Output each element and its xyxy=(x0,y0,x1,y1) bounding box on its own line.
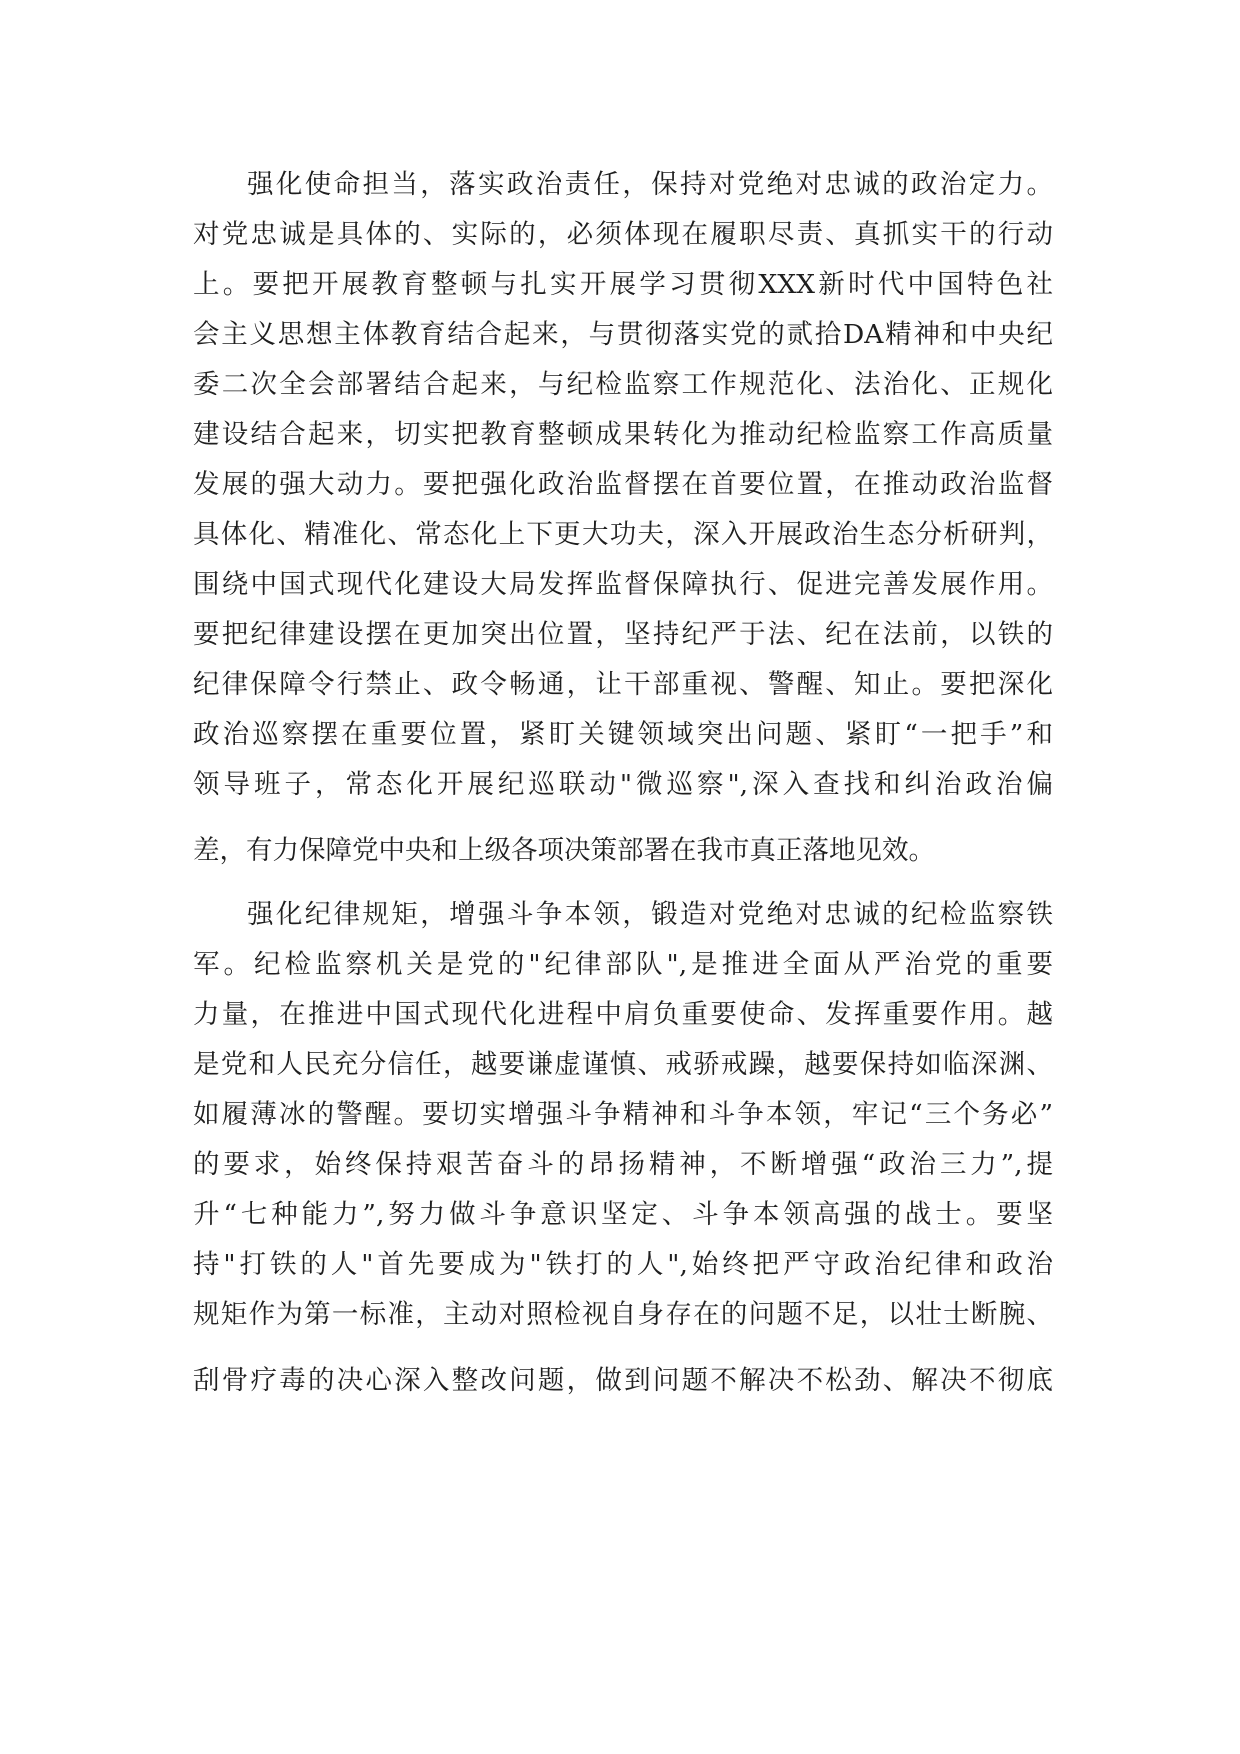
paragraph-1-line-6: 建设结合起来，切实把教育整顿成果转化为推动纪检监察工作高质量 xyxy=(193,419,1053,450)
paragraph-2-line-7: 升“七种能力”,努力做斗争意识坚定、斗争本领高强的战士。要坚 xyxy=(193,1199,1053,1230)
paragraph-1-line-10: 要把纪律建设摆在更加突出位置，坚持纪严于法、纪在法前，以铁的 xyxy=(193,619,1053,650)
paragraph-2-line-9: 规矩作为第一标准，主动对照检视自身存在的问题不足，以壮士断腕、 xyxy=(193,1299,1053,1330)
paragraph-1-line-8: 具体化、精准化、常态化上下更大功夫，深入开展政治生态分析研判， xyxy=(193,519,1053,550)
paragraph-2-line-3: 力量，在推进中国式现代化进程中肩负重要使命、发挥重要作用。越 xyxy=(193,999,1053,1030)
paragraph-1-line-14: 差，有力保障党中央和上级各项决策部署在我市真正落地见效。 xyxy=(193,835,935,866)
paragraph-2-line-2: 军。纪检监察机关是党的"纪律部队",是推进全面从严治党的重要 xyxy=(193,949,1053,980)
paragraph-1-line-7: 发展的强大动力。要把强化政治监督摆在首要位置，在推动政治监督 xyxy=(193,469,1053,500)
paragraph-1-line-11: 纪律保障令行禁止、政令畅通，让干部重视、警醒、知止。要把深化 xyxy=(193,669,1053,700)
paragraph-1-line-5: 委二次全会部署结合起来，与纪检监察工作规范化、法治化、正规化 xyxy=(193,369,1053,400)
paragraph-2-line-10: 刮骨疗毒的决心深入整改问题，做到问题不解决不松劲、解决不彻底 xyxy=(193,1365,1053,1396)
paragraph-1-line-1: 强化使命担当，落实政治责任，保持对党绝对忠诚的政治定力。 xyxy=(247,169,1053,200)
paragraph-2-line-5: 如履薄冰的警醒。要切实增强斗争精神和斗争本领，牢记“三个务必” xyxy=(193,1099,1053,1130)
paragraph-1-line-2: 对党忠诚是具体的、实际的，必须体现在履职尽责、真抓实干的行动 xyxy=(193,219,1053,250)
paragraph-2-line-8: 持"打铁的人"首先要成为"铁打的人",始终把严守政治纪律和政治 xyxy=(193,1249,1053,1280)
paragraph-1 xyxy=(193,160,1053,876)
paragraph-2-line-1: 强化纪律规矩，增强斗争本领，锻造对党绝对忠诚的纪检监察铁 xyxy=(247,899,1053,930)
paragraph-2 xyxy=(193,890,1053,1406)
paragraph-1-line-12: 政治巡察摆在重要位置，紧盯关键领域突出问题、紧盯“一把手”和 xyxy=(193,719,1053,750)
paragraph-1-line-9: 围绕中国式现代化建设大局发挥监督保障执行、促进完善发展作用。 xyxy=(193,569,1053,600)
paragraph-1-line-3: 上。要把开展教育整顿与扎实开展学习贯彻XXX新时代中国特色社 xyxy=(193,269,1053,300)
document-body xyxy=(193,160,1053,1406)
paragraph-2-line-6: 的要求，始终保持艰苦奋斗的昂扬精神，不断增强“政治三力”,提 xyxy=(193,1149,1053,1180)
paragraph-2-line-4: 是党和人民充分信任，越要谦虚谨慎、戒骄戒躁，越要保持如临深渊、 xyxy=(193,1049,1053,1080)
paragraph-1-line-4: 会主义思想主体教育结合起来，与贯彻落实党的贰拾DA精神和中央纪 xyxy=(193,319,1053,350)
paragraph-1-line-13: 领导班子，常态化开展纪巡联动"微巡察",深入查找和纠治政治偏 xyxy=(193,769,1053,800)
